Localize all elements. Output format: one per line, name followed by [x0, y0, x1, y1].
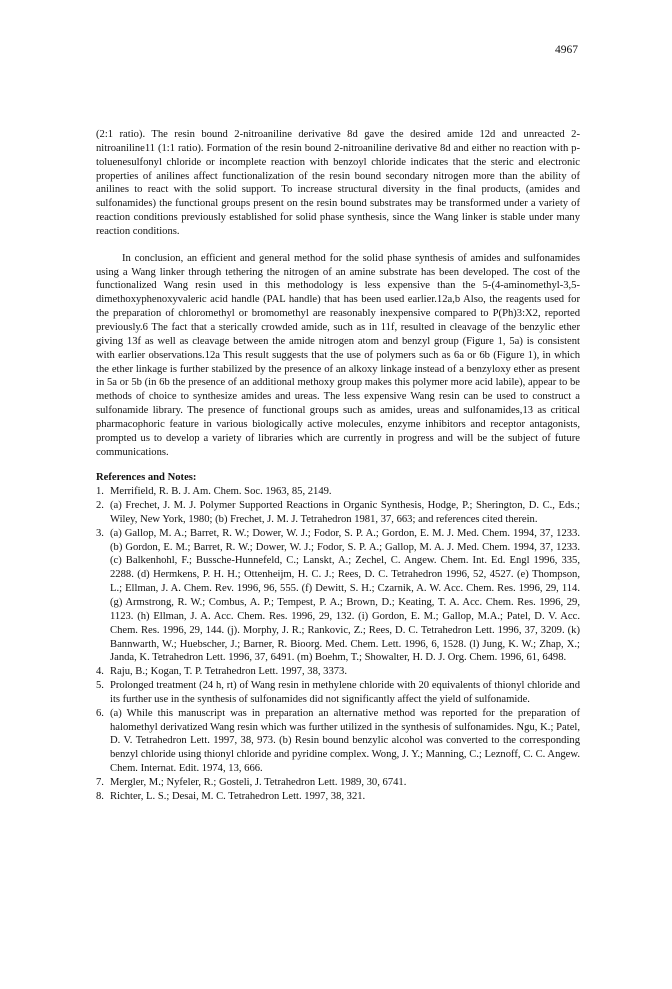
references-list: [96, 485, 580, 803]
reference-item: 2. (a) Frechet, J. M. J. Polymer Supported Reactions in Organic Synthesis, Hodge, P.; Sherington, D. C., Eds.; Wiley, New York, 1980; (b) Frechet, J. M. J. Tetrahedron 1981, 37, 663; and references cited therein.: [96, 500, 580, 525]
reference-item: 5. Prolonged treatment (24 h, rt) of Wang resin in methylene chloride with 20 equivalents of thionyl chloride and its further use in the synthesis of sulfonamides did not significantly affect the yield of sulfonamide.: [96, 680, 580, 705]
references-heading: References and Notes:: [96, 472, 197, 484]
paragraph-1: (2:1 ratio). The resin bound 2-nitroaniline derivative 8d gave the desired amide 12d and unreacted 2-nitroaniline11 (1:1 ratio). Formation of the resin bound 2-nitroaniline derivative 8d and either no reaction with p-toluenesulfonyl chloride or incomplete reaction with benzoyl chloride indicates that the steric and electronic properties of anilines affect functionalization of the resin bound secondary nitrogen more than the ability of anilines to react with the solid support. To increase structural diversity in the final products, (amides and sulfonamides) the functional groups present on the resin bound substrates may be transformed under a variety of reaction conditions previously established for solid phase synthesis, since the Wang linker is stable under many reaction conditions.: [96, 129, 580, 237]
reference-item: 8. Richter, L. S.; Desai, M. C. Tetrahedron Lett. 1997, 38, 321.: [96, 790, 366, 802]
reference-item: 7. Mergler, M.; Nyfeler, R.; Gosteli, J. Tetrahedron Lett. 1989, 30, 6741.: [96, 776, 407, 788]
reference-item: 4. Raju, B.; Kogan, T. P. Tetrahedron Lett. 1997, 38, 3373.: [96, 666, 348, 678]
page-number: 4967: [555, 44, 578, 56]
article-body: [96, 128, 580, 804]
reference-item: 3. (a) Gallop, M. A.; Barret, R. W.; Dower, W. J.; Fodor, S. P. A.; Gordon, E. M. J. Med. Chem. 1994, 37, 1233. (b) Gordon, E. M.; Barret, R. W.; Dower, W. J.; Fodor, S. P. A.; Gallop, M. A. J. Med. Chem. 1994, 37, 1233. (c) Balkenhohl, F.; Bussche-Hunnefeld, C.; Lanskt, A.; Zechel, C. Angew. Chem. Int. Ed. Engl 1996, 335, 2288. (d) Hermkens, P. H. H.; Ottenheijm, H. C. J.; Rees, D. C. Tetrahedron 1996, 52, 4527. (e) Thompson, L.; Ellman, J. A. Chem. Rev. 1996, 96, 555. (f) Dewitt, S. H.; Czarnik, A. W. Acc. Chem. Res. 1996, 29, 114. (g) Armstrong, R. W.; Combus, A. P.; Tempest, P. A.; Brown, D.; Keating, T. A. Acc. Chem. Res. 1996, 29, 1123. (h) Ellman, J. A. Acc. Chem. Res. 1996, 29, 132. (i) Gordon, E. M.; Gallop, M.A.; Patel, D. V. Acc. Chem. Res. 1996, 29, 144. (j). Morphy, J. R.; Rankovic, Z.; Rees, D. C. Tetrahedron Lett. 1996, 37, 3209. (k) Bannwarth, W.; Huebscher, J.; Barner, R. Bioorg. Med. Chem. Lett. 1996, 6, 1528. (l) Jung, K. W.; Zhap, X.; Janda, K. Tetrahedron Lett. 1996, 37, 6491. (m) Boehm, T.; Showalter, H. D. J. Org. Chem. 1996, 61, 6498.: [96, 527, 580, 664]
paragraph-2: In conclusion, an efficient and general method for the solid phase synthesis of amides and sulfonamides using a Wang linker through tethering the nitrogen of an amine substrate has been developed. The cost of the functionalized Wang resin used in this methodology is less expensive than the 5-(4-aminomethyl-3,5-dimethoxyphenoxyvaleric acid handle (PAL handle) that has been used earlier.12a,b Also, the reagents used for the preparation of chloromethyl or bromomethyl are reasonably inexpensive compared to P(Ph)3:X2, reported previously.6 The fact that a sterically crowded amide, such as in 11f, resulted in cleavage of the benzylic ether giving 13f as well as cleavage between the amide nitrogen atom and benzyl group (Figure 1, 5a) is consistent with earlier observations.12a This result suggests that the use of polymers such as 6a or 6b (Figure 1), in which the ether linkage is further stabilized by the presence of an alkoxy linkage instead of a benzyloxy ether as present in 5a or 5b (in 6b the presence of an additional methoxy group makes this polymer more acid labile), appear to be methods of choice to synthesize amides and ureas. The less expensive Wang resin can be used to construct a sulfonamide library. The presence of functional groups such as amides, ureas and sulfonamides,13 as critical pharmacophoric feature in various biologically active molecules, enzyme inhibitors and receptor antagonists, prompted us to develop a variety of libraries which are currently in progress and will be the subject of future communications.: [96, 252, 580, 458]
reference-item: 1. Merrifield, R. B. J. Am. Chem. Soc. 1963, 85, 2149.: [96, 486, 332, 498]
reference-item: 6. (a) While this manuscript was in preparation an alternative method was reported for the preparation of halomethyl derivatized Wang resin which was further utilized in the synthesis of sulfonamides. Ngu, K.; Patel, D. V. Tetrahedron Lett. 1997, 38, 973. (b) Resin bound benzylic alcohol was converted to the corresponding benzyl chloride using thionyl chloride and pyridine complex. Wong, J. Y.; Manning, C.; Leznoff, C. C. Angew. Chem. Internat. Edit. 1974, 13, 666.: [96, 707, 580, 775]
